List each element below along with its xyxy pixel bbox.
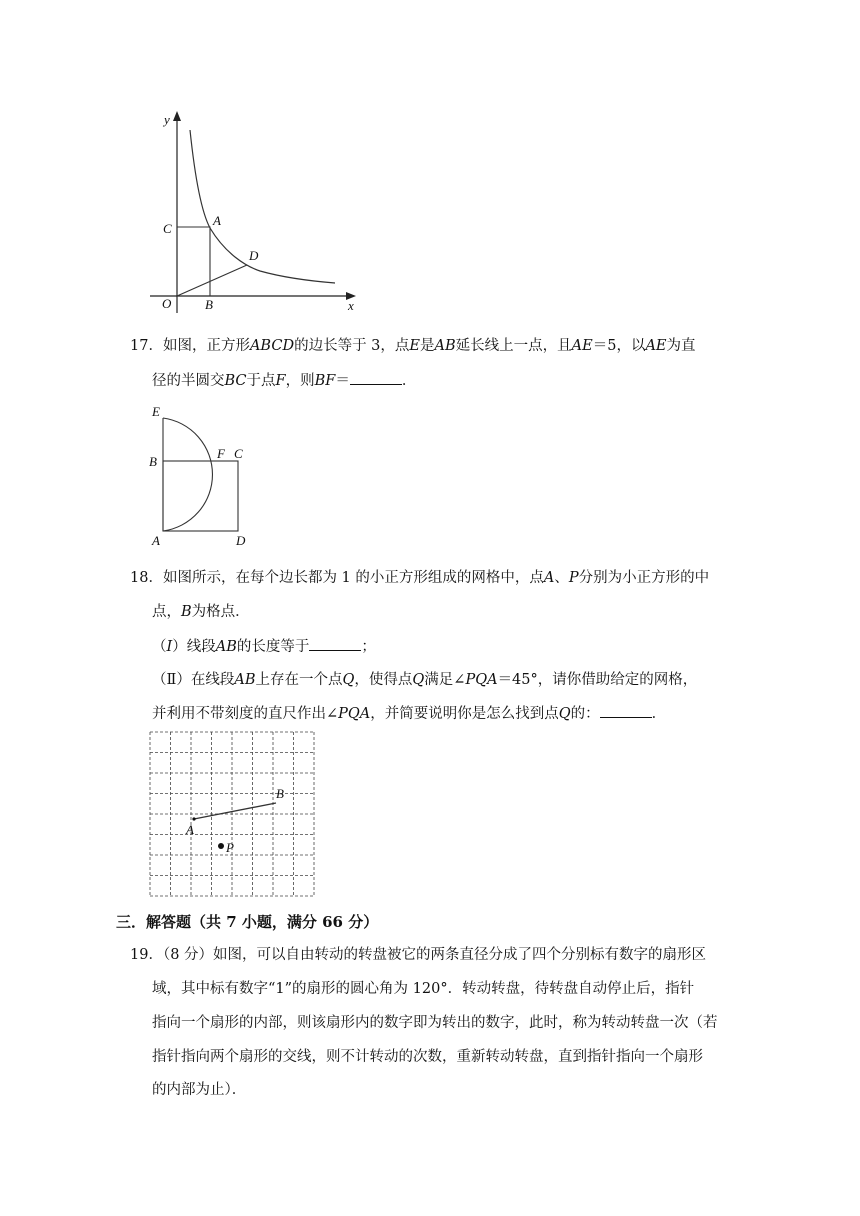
text: 延长线上一点，且 xyxy=(455,338,572,354)
question-19-line-3: 指向一个扇形的内部，则该扇形内的数字即为转出的数字，此时，称为转动转盘一次（若 xyxy=(152,1015,718,1031)
text: F xyxy=(275,373,286,389)
label-x: x xyxy=(348,298,354,313)
question-18-line-2 xyxy=(152,602,250,622)
label-A: A xyxy=(213,213,221,228)
text: ． xyxy=(401,373,417,389)
semicircle xyxy=(163,418,212,531)
text: A xyxy=(543,570,555,586)
text: 的边长等于 3，点 xyxy=(294,338,410,354)
text: 、 xyxy=(554,570,569,586)
text: P xyxy=(568,570,579,586)
text: Q xyxy=(412,672,425,688)
text: 于点 xyxy=(246,373,276,389)
label-y: y xyxy=(164,112,170,127)
label-D: D xyxy=(249,248,259,263)
label-E: E xyxy=(152,404,160,419)
text: Q xyxy=(342,672,355,688)
text: （ xyxy=(152,639,167,655)
text: ，使得点 xyxy=(354,672,413,688)
question-number: 19． xyxy=(130,947,163,963)
answer-blank xyxy=(309,636,361,651)
question-17-line-2 xyxy=(152,370,416,391)
label-O: O xyxy=(162,296,172,311)
label-D: D xyxy=(236,533,246,548)
figure-grid xyxy=(146,728,318,898)
figure-square-semicircle xyxy=(146,400,266,550)
question-19-line-1 xyxy=(130,945,706,965)
label-F: F xyxy=(217,446,225,461)
question-18-line-1 xyxy=(130,568,709,588)
label-C: C xyxy=(234,446,243,461)
text: ； xyxy=(361,639,376,655)
question-number: 17． xyxy=(130,338,163,354)
question-19-line-4: 指针指向两个扇形的交线，则不计转动的次数，重新转动转盘，直到指针指向一个扇形 xyxy=(152,1049,703,1065)
label-B: B xyxy=(149,454,157,469)
text: ）线段 xyxy=(172,639,216,655)
text: B xyxy=(181,604,192,620)
text: 如图所示，在每个边长都为 1 的小正方形组成的网格中，点 xyxy=(162,570,544,586)
y-axis-arrow-icon xyxy=(173,111,181,121)
text: 如图，正方形 xyxy=(162,338,250,354)
text: ＝45°，请你借助给定的网格， xyxy=(497,672,698,688)
text: BC xyxy=(224,373,247,389)
text: ABCD xyxy=(249,338,295,354)
text: 为直 xyxy=(666,338,696,354)
question-18-part-2 xyxy=(152,670,697,690)
question-19-line-2: 域，其中标有数字“1”的扇形的圆心角为 120°．转动转盘，待转盘自动停止后，指针 xyxy=(152,981,695,997)
text: E xyxy=(409,338,421,354)
question-17-line-1 xyxy=(130,336,696,356)
text: Q xyxy=(558,706,571,722)
text: 是 xyxy=(420,338,435,354)
text: ，则 xyxy=(285,373,315,389)
text: AB xyxy=(234,672,256,688)
point-A xyxy=(192,817,195,820)
rectangle-OBAC xyxy=(177,227,210,296)
text: 满足∠ xyxy=(424,672,466,688)
text: 径的半圆交 xyxy=(152,373,225,389)
label-C: C xyxy=(163,221,172,236)
text: （8 分）如图，可以自由转动的转盘被它的两条直径分成了四个分别标有数字的扇形区 xyxy=(162,947,707,963)
text: PQA xyxy=(338,706,371,722)
text: 的： xyxy=(570,706,600,722)
point-P xyxy=(218,843,224,849)
dashed-grid xyxy=(150,732,314,896)
text: AE xyxy=(571,338,593,354)
text: PQA xyxy=(465,672,498,688)
text: I xyxy=(166,639,173,655)
question-19-line-5: 的内部为止）． xyxy=(152,1082,247,1098)
section-heading: 三．解答题（共 7 小题，满分 66 分） xyxy=(116,913,379,931)
figure-hyperbola xyxy=(140,108,370,318)
label-B: B xyxy=(205,297,213,312)
text: BF xyxy=(314,373,336,389)
text: 上存在一个点 xyxy=(255,672,343,688)
text: 点， xyxy=(152,604,181,620)
label-P: P xyxy=(226,840,234,855)
text: ，并简要说明你是怎么找到点 xyxy=(370,706,559,722)
square-ABCD xyxy=(163,461,238,531)
text: （Ⅱ）在线段 xyxy=(152,672,235,688)
text: AB xyxy=(434,338,456,354)
answer-blank xyxy=(350,370,402,385)
answer-blank xyxy=(600,703,652,718)
text: AB xyxy=(215,639,237,655)
segment-OD xyxy=(177,265,247,296)
hyperbola-curve xyxy=(190,130,335,283)
text: AE xyxy=(645,338,667,354)
question-number: 18． xyxy=(130,570,163,586)
segment-AB xyxy=(194,803,276,819)
label-A: A xyxy=(152,533,160,548)
question-18-part-2-cont xyxy=(152,703,666,724)
text: 的长度等于 xyxy=(236,639,310,655)
text: 分别为小正方形的中 xyxy=(578,570,710,586)
question-18-part-1 xyxy=(152,636,376,657)
text: ＝ xyxy=(335,373,350,389)
label-A: A xyxy=(186,822,194,837)
text: ＝5，以 xyxy=(592,338,646,354)
text: 并利用不带刻度的直尺作出∠ xyxy=(152,706,339,722)
text: ． xyxy=(651,706,667,722)
text: 为格点． xyxy=(191,604,250,620)
label-B: B xyxy=(276,786,284,801)
